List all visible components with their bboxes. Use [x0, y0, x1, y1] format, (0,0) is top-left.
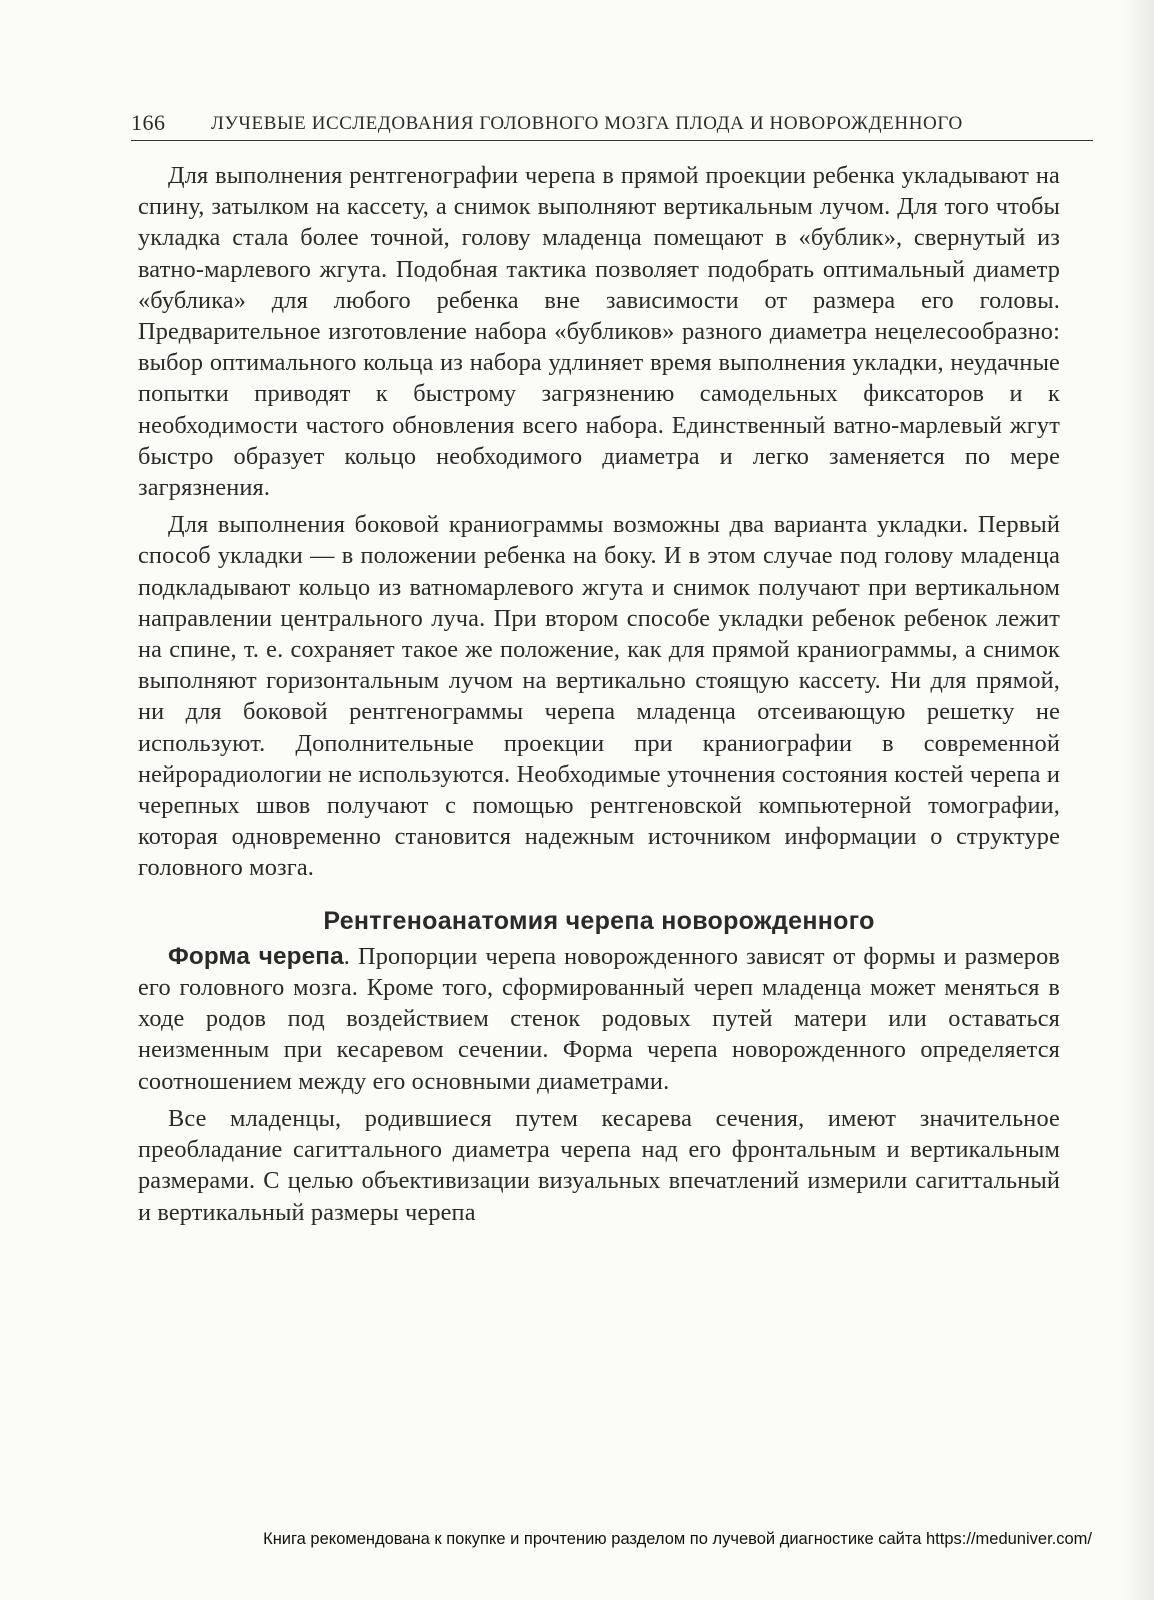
paragraph [138, 941, 1060, 1097]
page-number: 166 [131, 110, 166, 135]
body-text [138, 160, 1060, 1234]
section-heading: Рентгеноанатомия черепа новорожденного [323, 906, 875, 935]
running-header [131, 108, 1093, 141]
footer-note: Книга рекомендована к покупке и прочтению разделом по лучевой диагностике сайта https://meduniver.com/ [263, 1530, 1092, 1548]
running-title: ЛУЧЕВЫЕ ИССЛЕДОВАНИЯ ГОЛОВНОГО МОЗГА ПЛОДА И НОВОРОЖДЕННОГО [211, 113, 963, 134]
page-edge-shadow [1124, 0, 1154, 1600]
paragraph: Для выполнения рентгенографии черепа в прямой проекции ребенка укладывают на спину, затылком на кассету, а снимок выполняют вертикальным лучом. Для того чтобы укладка стала более точной, голову младенца помещают в «бублик», свернутый из ватно-марлевого жгута. Подобная тактика позволяет подобрать оптимальный диаметр «бублика» для любого ребенка вне зависимости от размера его головы. Предварительное изготовление набора «бубликов» разного диаметра нецелесообразно: выбор оптимального кольца из набора удлиняет время выполнения укладки, неудачные попытки приводят к быстрому загрязнению самодельных фиксаторов и к необходимости частого обновления всего набора. Единственный ватно-марлевый жгут быстро образует кольцо необходимого диаметра и легко заменяется по мере загрязнения. [138, 162, 1060, 502]
paragraph: Все младенцы, родившиеся путем кесарева сечения, имеют значительное преобладание сагиттального диаметра черепа над его фронтальным и вертикальным размерами. С целью объективизации визуальных впечатлений измерили сагиттальный и вертикальный размеры черепа [138, 1104, 1060, 1226]
run-in-heading: Форма черепа [168, 942, 344, 970]
paragraph-text: . Пропорции черепа новорожденного зависят от формы и размеров его головного мозга. Кроме того, сформированный череп младенца может меняться в ходе родов под воздействием стенок родовых путей матери или оставаться неизменным при кесаревом сечении. Форма черепа новорожденного определяется соотношением между его основными диаметрами. [138, 942, 1060, 1095]
paragraph: Для выполнения боковой краниограммы возможны два варианта укладки. Первый способ укладки — в положении ребенка на боку. И в этом случае под голову младенца подкладывают кольцо из ватномарлевого жгута и снимок получают при вертикальном направлении центрального луча. При втором способе укладки ребенок ребенок лежит на спине, т. е. сохраняет такое же положение, как для прямой краниограммы, а снимок выполняют горизонтальным лучом на вертикально стоящую кассету. Ни для прямой, ни для боковой рентгенограммы черепа младенца отсеивающую решетку не используют. Дополнительные проекции при краниографии в современной нейрорадиологии не используются. Необходимые уточнения состояния костей черепа и черепных швов получают с помощью рентгеновской компьютерной томографии, которая одновременно становится надежным источником информации о структуре головного мозга. [138, 511, 1060, 882]
